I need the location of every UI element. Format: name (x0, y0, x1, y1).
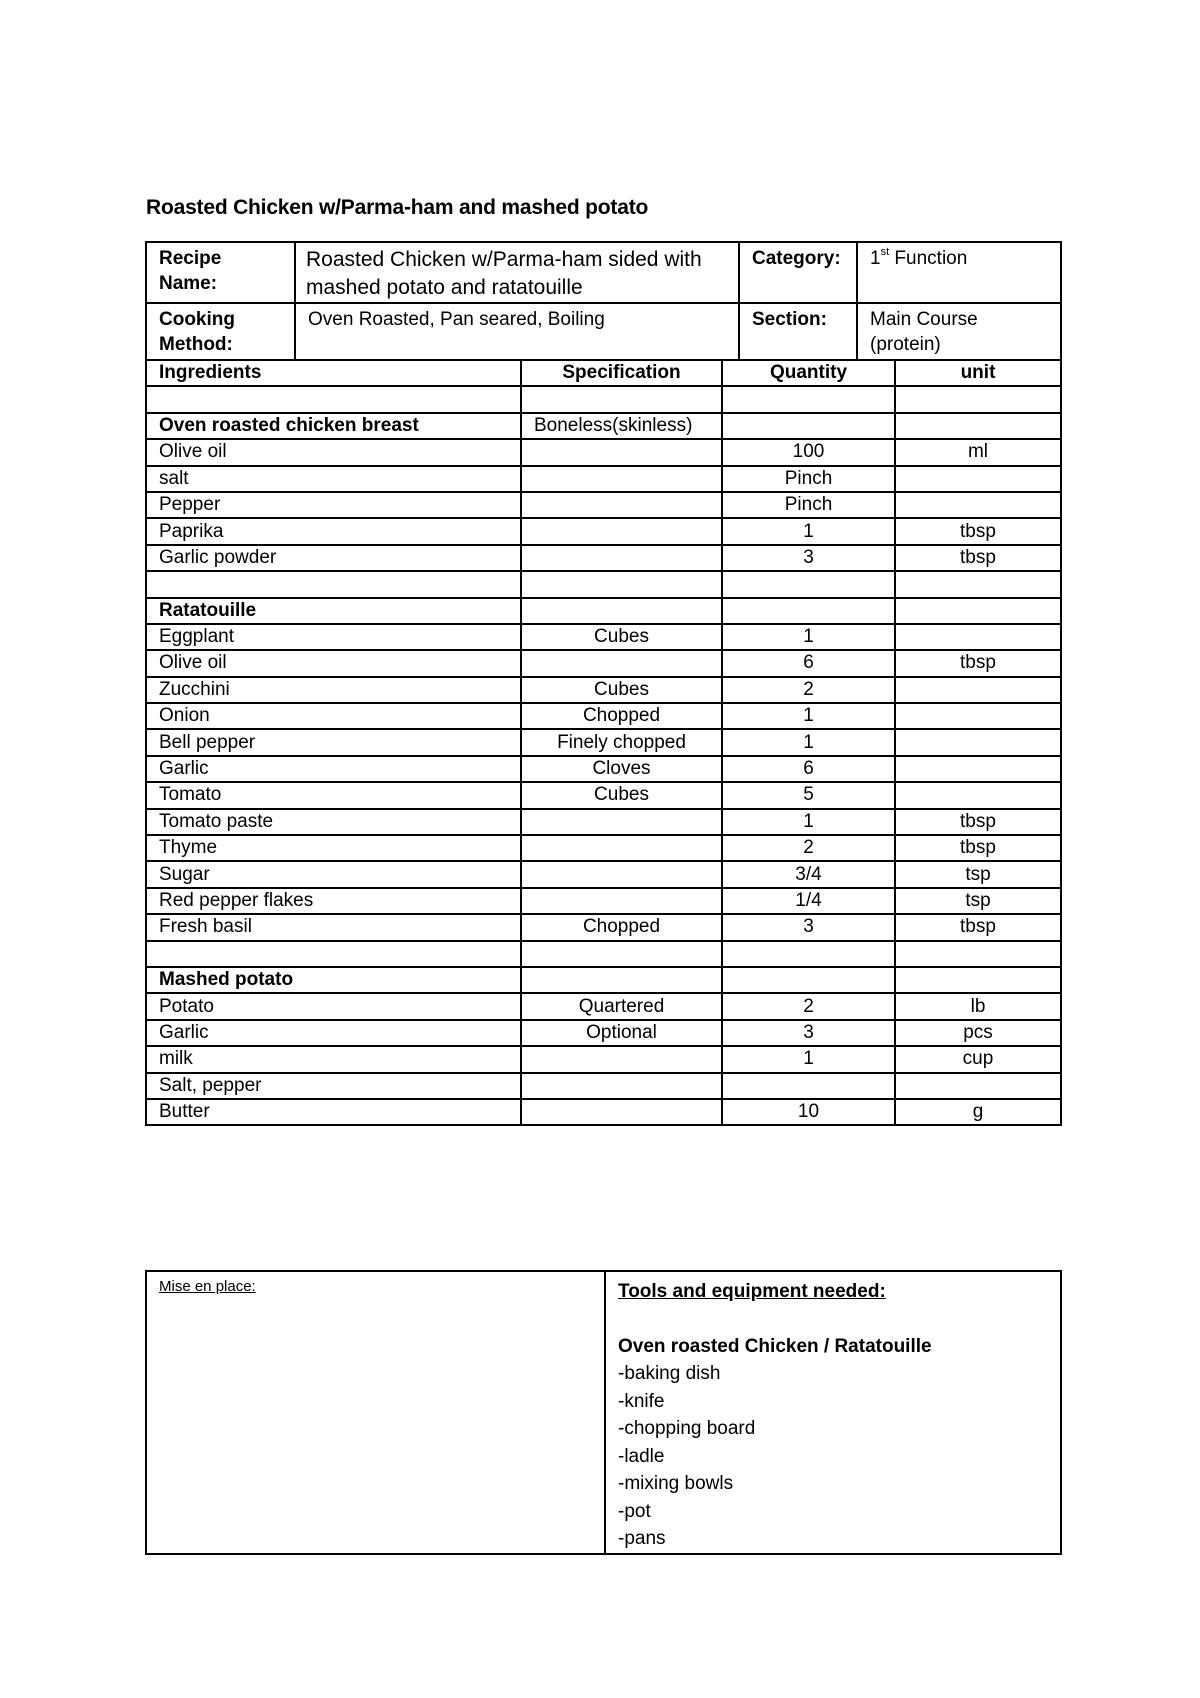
cell-ingredient: Garlic powder (146, 545, 521, 571)
cell-specification (521, 545, 722, 571)
cell-unit (895, 413, 1061, 439)
cell-ingredient: Ratatouille (146, 598, 521, 624)
cell-ingredient: Zucchini (146, 677, 521, 703)
cell-ingredient: Thyme (146, 835, 521, 861)
cell-specification: Cubes (521, 677, 722, 703)
cell-specification (521, 466, 722, 492)
cell-specification (521, 598, 722, 624)
tools-list (618, 1360, 1050, 1553)
cell-specification (521, 386, 722, 412)
cell-ingredient: Potato (146, 993, 521, 1019)
cell-ingredient: Olive oil (146, 439, 521, 465)
cell-quantity: 1 (722, 518, 895, 544)
cell-ingredient: Salt, pepper (146, 1073, 521, 1099)
table-row (146, 650, 1061, 676)
cell-quantity: 1/4 (722, 888, 895, 914)
cell-unit (895, 466, 1061, 492)
cell-ingredient: Garlic (146, 756, 521, 782)
cell-quantity: 1 (722, 624, 895, 650)
table-row (146, 1073, 1061, 1099)
category-value (857, 242, 1061, 303)
cell-ingredient: Garlic (146, 1020, 521, 1046)
cell-unit: pcs (895, 1020, 1061, 1046)
table-row (146, 492, 1061, 518)
table-row (146, 1020, 1061, 1046)
cell-specification (521, 861, 722, 887)
cell-specification (521, 967, 722, 993)
table-row (146, 914, 1061, 940)
cell-ingredient: Tomato (146, 782, 521, 808)
section-value: Main Course (protein) (857, 303, 1061, 360)
cooking-method-label: Cooking Method: (146, 303, 295, 360)
cell-quantity: 1 (722, 1046, 895, 1072)
cell-unit: tbsp (895, 809, 1061, 835)
cell-ingredient: Olive oil (146, 650, 521, 676)
cell-specification (521, 650, 722, 676)
table-row (146, 518, 1061, 544)
cell-specification (521, 835, 722, 861)
cell-unit (895, 756, 1061, 782)
column-header-ingredients: Ingredients (146, 360, 521, 386)
cell-specification: Boneless(skinless) (521, 413, 722, 439)
cell-specification (521, 888, 722, 914)
cell-specification: Finely chopped (521, 729, 722, 755)
cell-ingredient: Onion (146, 703, 521, 729)
cell-quantity: 1 (722, 703, 895, 729)
tool-item: -baking dish (618, 1363, 721, 1384)
cell-ingredient: Mashed potato (146, 967, 521, 993)
cell-specification: Optional (521, 1020, 722, 1046)
cell-quantity (722, 1073, 895, 1099)
cell-quantity: 2 (722, 677, 895, 703)
mise-en-place-cell (146, 1271, 605, 1554)
cell-unit: tsp (895, 861, 1061, 887)
cell-ingredient (146, 386, 521, 412)
ingredients-table (145, 359, 1062, 1126)
cell-unit (895, 598, 1061, 624)
section-row (146, 967, 1061, 993)
cell-unit (895, 386, 1061, 412)
cell-specification (521, 1099, 722, 1125)
cell-quantity: 3 (722, 914, 895, 940)
cell-unit (895, 941, 1061, 967)
cell-quantity (722, 598, 895, 624)
table-row (146, 835, 1061, 861)
cell-quantity: 3/4 (722, 861, 895, 887)
category-value-number: 1 (870, 248, 881, 269)
cell-unit: cup (895, 1046, 1061, 1072)
cell-quantity: 2 (722, 993, 895, 1019)
cell-unit: tsp (895, 888, 1061, 914)
cell-specification (521, 518, 722, 544)
cell-ingredient: Sugar (146, 861, 521, 887)
cell-quantity: 6 (722, 650, 895, 676)
tool-item: -pot (618, 1500, 651, 1522)
blank-row (146, 941, 1061, 967)
cell-ingredient: Butter (146, 1099, 521, 1125)
cell-quantity: 10 (722, 1099, 895, 1125)
cell-specification: Cloves (521, 756, 722, 782)
cell-specification: Cubes (521, 782, 722, 808)
table-row (146, 861, 1061, 887)
table-row (146, 729, 1061, 755)
table-row (146, 888, 1061, 914)
cell-unit: tbsp (895, 835, 1061, 861)
cell-ingredient: Fresh basil (146, 914, 521, 940)
tool-item: -ladle (618, 1445, 665, 1467)
cell-quantity: 6 (722, 756, 895, 782)
cell-unit (895, 782, 1061, 808)
category-value-ordinal: st (880, 245, 890, 258)
cell-ingredient: Red pepper flakes (146, 888, 521, 914)
table-row (146, 993, 1061, 1019)
cell-unit: tbsp (895, 650, 1061, 676)
cell-unit (895, 492, 1061, 518)
recipe-name-value: Roasted Chicken w/Parma-ham sided with mashed potato and ratatouille (295, 242, 739, 303)
table-row (146, 809, 1061, 835)
category-label: Category: (739, 242, 857, 303)
cell-unit (895, 571, 1061, 597)
table-row (146, 624, 1061, 650)
blank-row (146, 386, 1061, 412)
cell-quantity: Pinch (722, 492, 895, 518)
cell-ingredient (146, 571, 521, 597)
cell-quantity: 100 (722, 439, 895, 465)
blank-row (146, 571, 1061, 597)
cell-ingredient: Oven roasted chicken breast (146, 413, 521, 439)
table-row (146, 756, 1061, 782)
cell-unit: lb (895, 993, 1061, 1019)
cell-quantity (722, 941, 895, 967)
cell-unit (895, 677, 1061, 703)
cell-specification: Quartered (521, 993, 722, 1019)
cell-unit (895, 703, 1061, 729)
tools-heading: Tools and equipment needed: (618, 1281, 886, 1302)
cell-ingredient: Paprika (146, 518, 521, 544)
cell-quantity: 1 (722, 809, 895, 835)
table-row (146, 439, 1061, 465)
cell-unit (895, 967, 1061, 993)
cell-unit: tbsp (895, 545, 1061, 571)
mise-en-place-label: Mise en place: (159, 1278, 256, 1295)
prep-table (145, 1270, 1062, 1555)
tool-item: -chopping board (618, 1418, 756, 1439)
cell-unit: ml (895, 439, 1061, 465)
cell-unit: tbsp (895, 518, 1061, 544)
cell-specification (521, 1073, 722, 1099)
category-value-text: Function (889, 248, 968, 269)
tool-item: -pans (618, 1528, 666, 1549)
tool-item: -knife (618, 1390, 665, 1412)
tool-item: -mixing bowls (618, 1473, 734, 1494)
cell-unit (895, 624, 1061, 650)
cell-ingredient: milk (146, 1046, 521, 1072)
cell-quantity: 1 (722, 729, 895, 755)
cell-quantity: 2 (722, 835, 895, 861)
cooking-method-value: Oven Roasted, Pan seared, Boiling (295, 303, 739, 360)
table-row (146, 782, 1061, 808)
cell-quantity (722, 967, 895, 993)
tools-subheading: Oven roasted Chicken / Ratatouille (618, 1335, 932, 1357)
recipe-name-label: Recipe Name: (146, 242, 295, 303)
recipe-header-table (145, 241, 1062, 361)
cell-quantity (722, 413, 895, 439)
cell-specification: Chopped (521, 914, 722, 940)
cell-ingredient (146, 941, 521, 967)
cell-specification: Chopped (521, 703, 722, 729)
table-row (146, 703, 1061, 729)
tools-cell (605, 1271, 1061, 1554)
cell-unit (895, 729, 1061, 755)
cell-unit: g (895, 1099, 1061, 1125)
cell-quantity: Pinch (722, 466, 895, 492)
ingredients-body (146, 386, 1061, 1125)
column-header-specification: Specification (521, 360, 722, 386)
section-label: Section: (739, 303, 857, 360)
column-header-quantity: Quantity (722, 360, 895, 386)
table-row (146, 545, 1061, 571)
cell-specification (521, 571, 722, 597)
section-row (146, 413, 1061, 439)
column-header-unit: unit (895, 360, 1061, 386)
page-title: Roasted Chicken w/Parma-ham and mashed potato (146, 196, 649, 219)
cell-specification (521, 809, 722, 835)
cell-ingredient: Eggplant (146, 624, 521, 650)
cell-quantity: 3 (722, 545, 895, 571)
table-row (146, 677, 1061, 703)
cell-unit (895, 1073, 1061, 1099)
cell-specification (521, 492, 722, 518)
cell-specification (521, 941, 722, 967)
cell-ingredient: salt (146, 466, 521, 492)
cell-ingredient: Pepper (146, 492, 521, 518)
table-row (146, 1099, 1061, 1125)
cell-specification (521, 1046, 722, 1072)
cell-specification (521, 439, 722, 465)
cell-quantity (722, 386, 895, 412)
cell-ingredient: Tomato paste (146, 809, 521, 835)
table-row (146, 466, 1061, 492)
ingredients-header-row (146, 360, 1061, 386)
cell-unit: tbsp (895, 914, 1061, 940)
table-row (146, 1046, 1061, 1072)
cell-ingredient: Bell pepper (146, 729, 521, 755)
cell-quantity: 3 (722, 1020, 895, 1046)
cell-quantity (722, 571, 895, 597)
cell-quantity: 5 (722, 782, 895, 808)
section-row (146, 598, 1061, 624)
cell-specification: Cubes (521, 624, 722, 650)
